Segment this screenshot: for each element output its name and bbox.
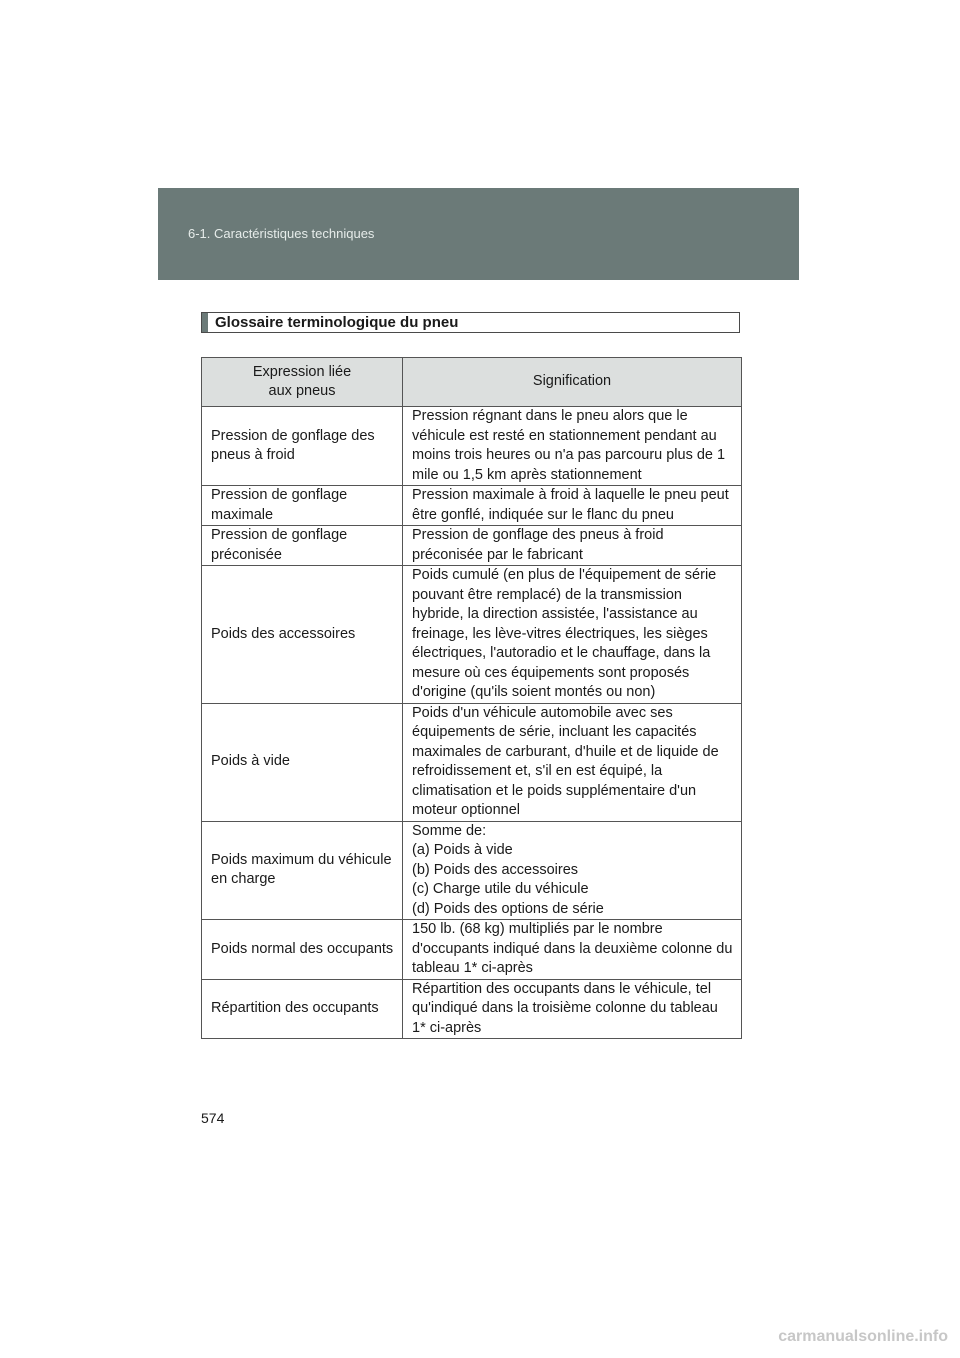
chapter-title: 6-1. Caractéristiques techniques	[188, 226, 375, 241]
definition-line: Poids d'un véhicule automobile avec ses équipements de série, incluant les capacités maximales de carburant, d'huile et de liquide de refroidissement et, s'il en est équipé, la climatisation et le poids supplémentaire d'un moteur optionnel	[412, 704, 719, 818]
definition-line: Pression maximale à froid à laquelle le pneu peut être gonflé, indiquée sur le flanc du pneu	[412, 487, 729, 523]
column-header-term: Expression liée aux pneus	[202, 358, 403, 407]
definition-cell	[403, 407, 742, 486]
column-header-meaning: Signification	[403, 358, 742, 407]
term-cell: Répartition des occupants	[202, 979, 403, 1039]
term-cell: Pression de gonflage préconisée	[202, 526, 403, 566]
term-cell: Poids maximum du véhicule en charge	[202, 821, 403, 920]
definition-cell	[403, 821, 742, 920]
glossary-table	[201, 357, 742, 1039]
table-row	[202, 920, 742, 980]
term-cell: Poids des accessoires	[202, 566, 403, 704]
definition-line: (d) Poids des options de série	[412, 900, 604, 917]
definition-line: (b) Poids des accessoires	[412, 861, 579, 878]
table-row	[202, 821, 742, 920]
term-cell: Poids à vide	[202, 703, 403, 821]
definition-line: 150 lb. (68 kg) multipliés par le nombre d'occupants indiqué dans la deuxième colonne du tableau 1* ci-après	[412, 921, 733, 976]
definition-line: (c) Charge utile du véhicule	[412, 881, 589, 897]
table-row	[202, 526, 742, 566]
watermark: carmanualsonline.info	[778, 1328, 948, 1345]
section-marker	[202, 313, 208, 332]
definition-cell	[403, 486, 742, 526]
definition-cell	[403, 920, 742, 980]
definition-cell	[403, 526, 742, 566]
term-cell: Pression de gonflage des pneus à froid	[202, 407, 403, 486]
term-cell: Pression de gonflage maximale	[202, 486, 403, 526]
section-title: Glossaire terminologique du pneu	[215, 314, 459, 331]
section-heading	[201, 312, 740, 333]
definition-cell	[403, 566, 742, 704]
definition-line: Somme de:	[412, 822, 487, 839]
definition-cell	[403, 979, 742, 1039]
table-header-row	[202, 358, 742, 407]
page-number: 574	[201, 1110, 225, 1126]
definition-line: Pression de gonflage des pneus à froid préconisée par le fabricant	[412, 527, 664, 563]
definition-line: Répartition des occupants dans le véhicule, tel qu'indiqué dans la troisième colonne du tableau 1* ci-après	[412, 980, 718, 1036]
table-row	[202, 486, 742, 526]
term-cell: Poids normal des occupants	[202, 920, 403, 980]
chapter-header-band	[158, 188, 799, 280]
table-row	[202, 566, 742, 704]
definition-line: Pression régnant dans le pneu alors que le véhicule est resté en stationnement pendant au moins trois heures ou n'a pas parcouru plus de 1 mile ou 1,5 km après stationnement	[412, 408, 726, 483]
glossary-body	[202, 407, 742, 1039]
table-row	[202, 407, 742, 486]
table-row	[202, 703, 742, 821]
definition-line: Poids cumulé (en plus de l'équipement de série pouvant être remplacé) de la transmission hybride, la direction assistée, l'assistance au freinage, les lève-vitres électriques, les sièges électriques, l'autoradio et le chauffage, dans la mesure où ces équipements sont proposés d'origine (qu'ils soient montés ou non)	[412, 567, 717, 700]
definition-cell	[403, 703, 742, 821]
definition-line: (a) Poids à vide	[412, 842, 513, 858]
table-row	[202, 979, 742, 1039]
